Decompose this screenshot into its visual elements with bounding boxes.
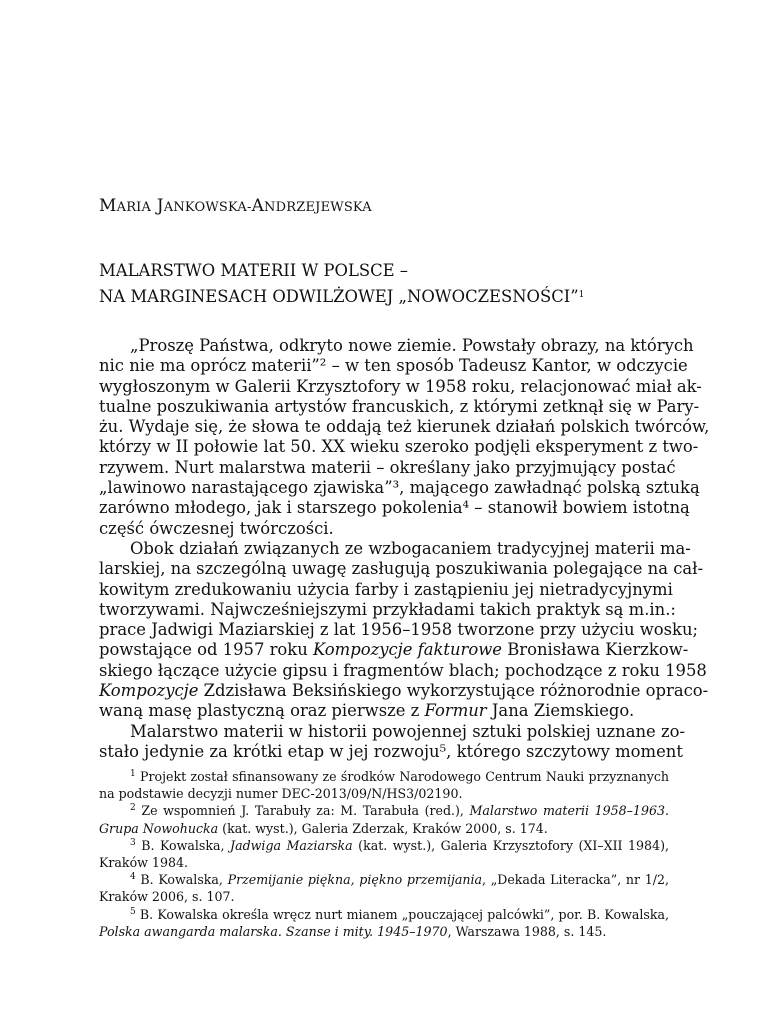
text-line: Obok działań związanych ze wzbogacaniem tradycyjnej materii ma- xyxy=(130,538,691,558)
author-first-name: ARIA xyxy=(116,200,152,215)
footnote-line xyxy=(99,923,669,940)
text-line: którzy w II połowie lat 50. XX wieku szeroko podjęli eksperyment z two- xyxy=(99,437,699,457)
footnote xyxy=(99,768,669,802)
text-line: skiego łączące użycie gipsu i fragmentów blach; pochodzące z roku 1958 xyxy=(99,660,707,680)
footnote-italic-title: Grupa Nowohucka xyxy=(99,820,219,836)
footnote-line xyxy=(99,820,669,837)
title-line-text: NA MARGINESACH ODWILŻOWEJ „NOWOCZESNOŚCI” xyxy=(99,287,579,306)
text-line: tworzywami. Najwcześniejszymi przykładami takich praktyk są m.in.: xyxy=(99,599,676,619)
text-line: nic nie ma oprócz materii”² – w ten sposób Tadeusz Kantor, w odczycie xyxy=(99,356,688,376)
text-line: Malarstwo materii w historii powojennej sztuki polskiej uznane zo- xyxy=(130,721,686,741)
author-initial: M xyxy=(99,196,117,216)
footnote-text: B. Kowalska określa wręcz nurt mianem „pouczającej palcówki”, por. B. Kowalska, xyxy=(139,906,669,922)
paragraph xyxy=(99,538,709,722)
paragraph xyxy=(99,336,710,539)
footnote-line: Kraków 1984. xyxy=(99,855,188,871)
italic-work-title: Formur xyxy=(424,701,487,721)
text-line: zarówno młodego, jak i starszego pokolenia⁴ – stanowił bowiem istotną xyxy=(99,498,690,518)
footnote-italic-title: Przemijanie piękna, piękno przemijania xyxy=(227,872,483,888)
text-line: tualne poszukiwania artystów francuskich, z którymi zetknął się w Pary- xyxy=(99,396,700,416)
text-line: wygłoszonym w Galerii Krzysztofory w 1958 roku, relacjonować miał ak- xyxy=(99,376,702,396)
text-line: część ówczesnej twórczości. xyxy=(99,518,334,538)
text-line: Kompozycje Zdzisława Beksińskiego wykorzystujące różnorodnie opraco- xyxy=(99,681,709,701)
footnote-text: Ze wspomnień J. Tarabuły za: M. Tarabuła (red.), xyxy=(141,803,470,819)
paragraph xyxy=(99,721,686,763)
text-line: żu. Wydaje się, że słowa te oddają też kierunek działań polskich twórców, xyxy=(99,417,710,437)
italic-work-title: Kompozycje fakturowe xyxy=(313,640,502,660)
footnote-ref: 1 xyxy=(578,290,585,300)
text-line: „Proszę Państwa, odkryto nowe ziemie. Powstały obrazy, na których xyxy=(130,336,694,355)
footnote-text: (kat. wyst.), Galeria Zderzak, Kraków 2000, s. 174. xyxy=(218,820,548,836)
footnote xyxy=(99,802,669,836)
footnote-line xyxy=(99,837,669,854)
footnote xyxy=(99,906,669,940)
footnote-line: Kraków 2006, s. 107. xyxy=(99,889,235,905)
footnote-number: 2 xyxy=(130,803,136,814)
text-line: prace Jadwigi Maziarskiej z lat 1956–1958 tworzone przy użyciu wosku; xyxy=(99,620,699,640)
footnote-text: B. Kowalska, xyxy=(140,872,228,888)
footnote-number: 1 xyxy=(130,769,136,779)
footnote-text: B. Kowalska, xyxy=(141,837,231,853)
author-last-name: ANKOWSKA- xyxy=(163,200,252,215)
title-line xyxy=(99,284,679,310)
article-body xyxy=(99,336,710,762)
footnote-italic-title: Polska awangarda malarska. Szanse i mity. 1945–1970 xyxy=(99,923,448,939)
footnotes xyxy=(99,768,669,940)
footnote-italic-title: Jadwiga Maziarska xyxy=(230,837,353,853)
author-initial: J xyxy=(156,196,164,216)
italic-work-title: Kompozycje xyxy=(99,681,199,701)
footnote-number: 5 xyxy=(130,906,136,917)
text-line: kowitym zredukowaniu użycia farby i zastąpieniu jej nietradycyjnymi xyxy=(99,579,673,599)
footnote-line xyxy=(99,871,669,888)
footnote-text: , „Dekada Literacka”, nr 1/2, xyxy=(482,872,669,888)
footnote-line xyxy=(99,768,669,785)
text-line: „lawinowo narastającego zjawiska”³, mającego zawładnąć polską sztuką xyxy=(99,478,700,498)
footnote-line: na podstawie decyzji numer DEC-2013/09/N/HS3/02190. xyxy=(99,786,463,802)
footnote-number: 3 xyxy=(130,837,136,848)
article-title xyxy=(99,258,679,310)
footnote-number: 4 xyxy=(130,872,136,883)
author-last-name-2: NDRZEJEWSKA xyxy=(264,200,372,215)
title-line: MALARSTWO MATERII W POLSCE – xyxy=(99,261,409,280)
text-line: larskiej, na szczególną uwagę zasługują poszukiwania polegające na cał- xyxy=(99,559,704,579)
text-line: stało jedynie za krótki etap w jej rozwoju⁵, którego szczytowy moment xyxy=(99,741,683,761)
author-name xyxy=(99,196,669,216)
text-line: powstające od 1957 roku Kompozycje fakturowe Bronisława Kierzkow- xyxy=(99,640,689,660)
footnote xyxy=(99,871,669,905)
footnote-line xyxy=(99,906,669,923)
footnote xyxy=(99,837,669,871)
footnote-text: , Warszawa 1988, s. 145. xyxy=(447,923,607,939)
footnote-line xyxy=(99,802,669,819)
footnote-text: Projekt został sfinansowany ze środków Narodowego Centrum Nauki przyznanych xyxy=(140,769,669,784)
footnote-text: (kat. wyst.), Galeria Krzysztofory (XI–XII 1984), xyxy=(352,837,669,853)
text-line: waną masę plastyczną oraz pierwsze z Formur Jana Ziemskiego. xyxy=(99,701,635,721)
text-line: rzywem. Nurt malarstwa materii – określany jako przyjmujący postać xyxy=(99,457,676,477)
footnote-italic-title: Malarstwo materii 1958–1963. xyxy=(469,803,669,819)
author-initial: A xyxy=(251,196,265,216)
